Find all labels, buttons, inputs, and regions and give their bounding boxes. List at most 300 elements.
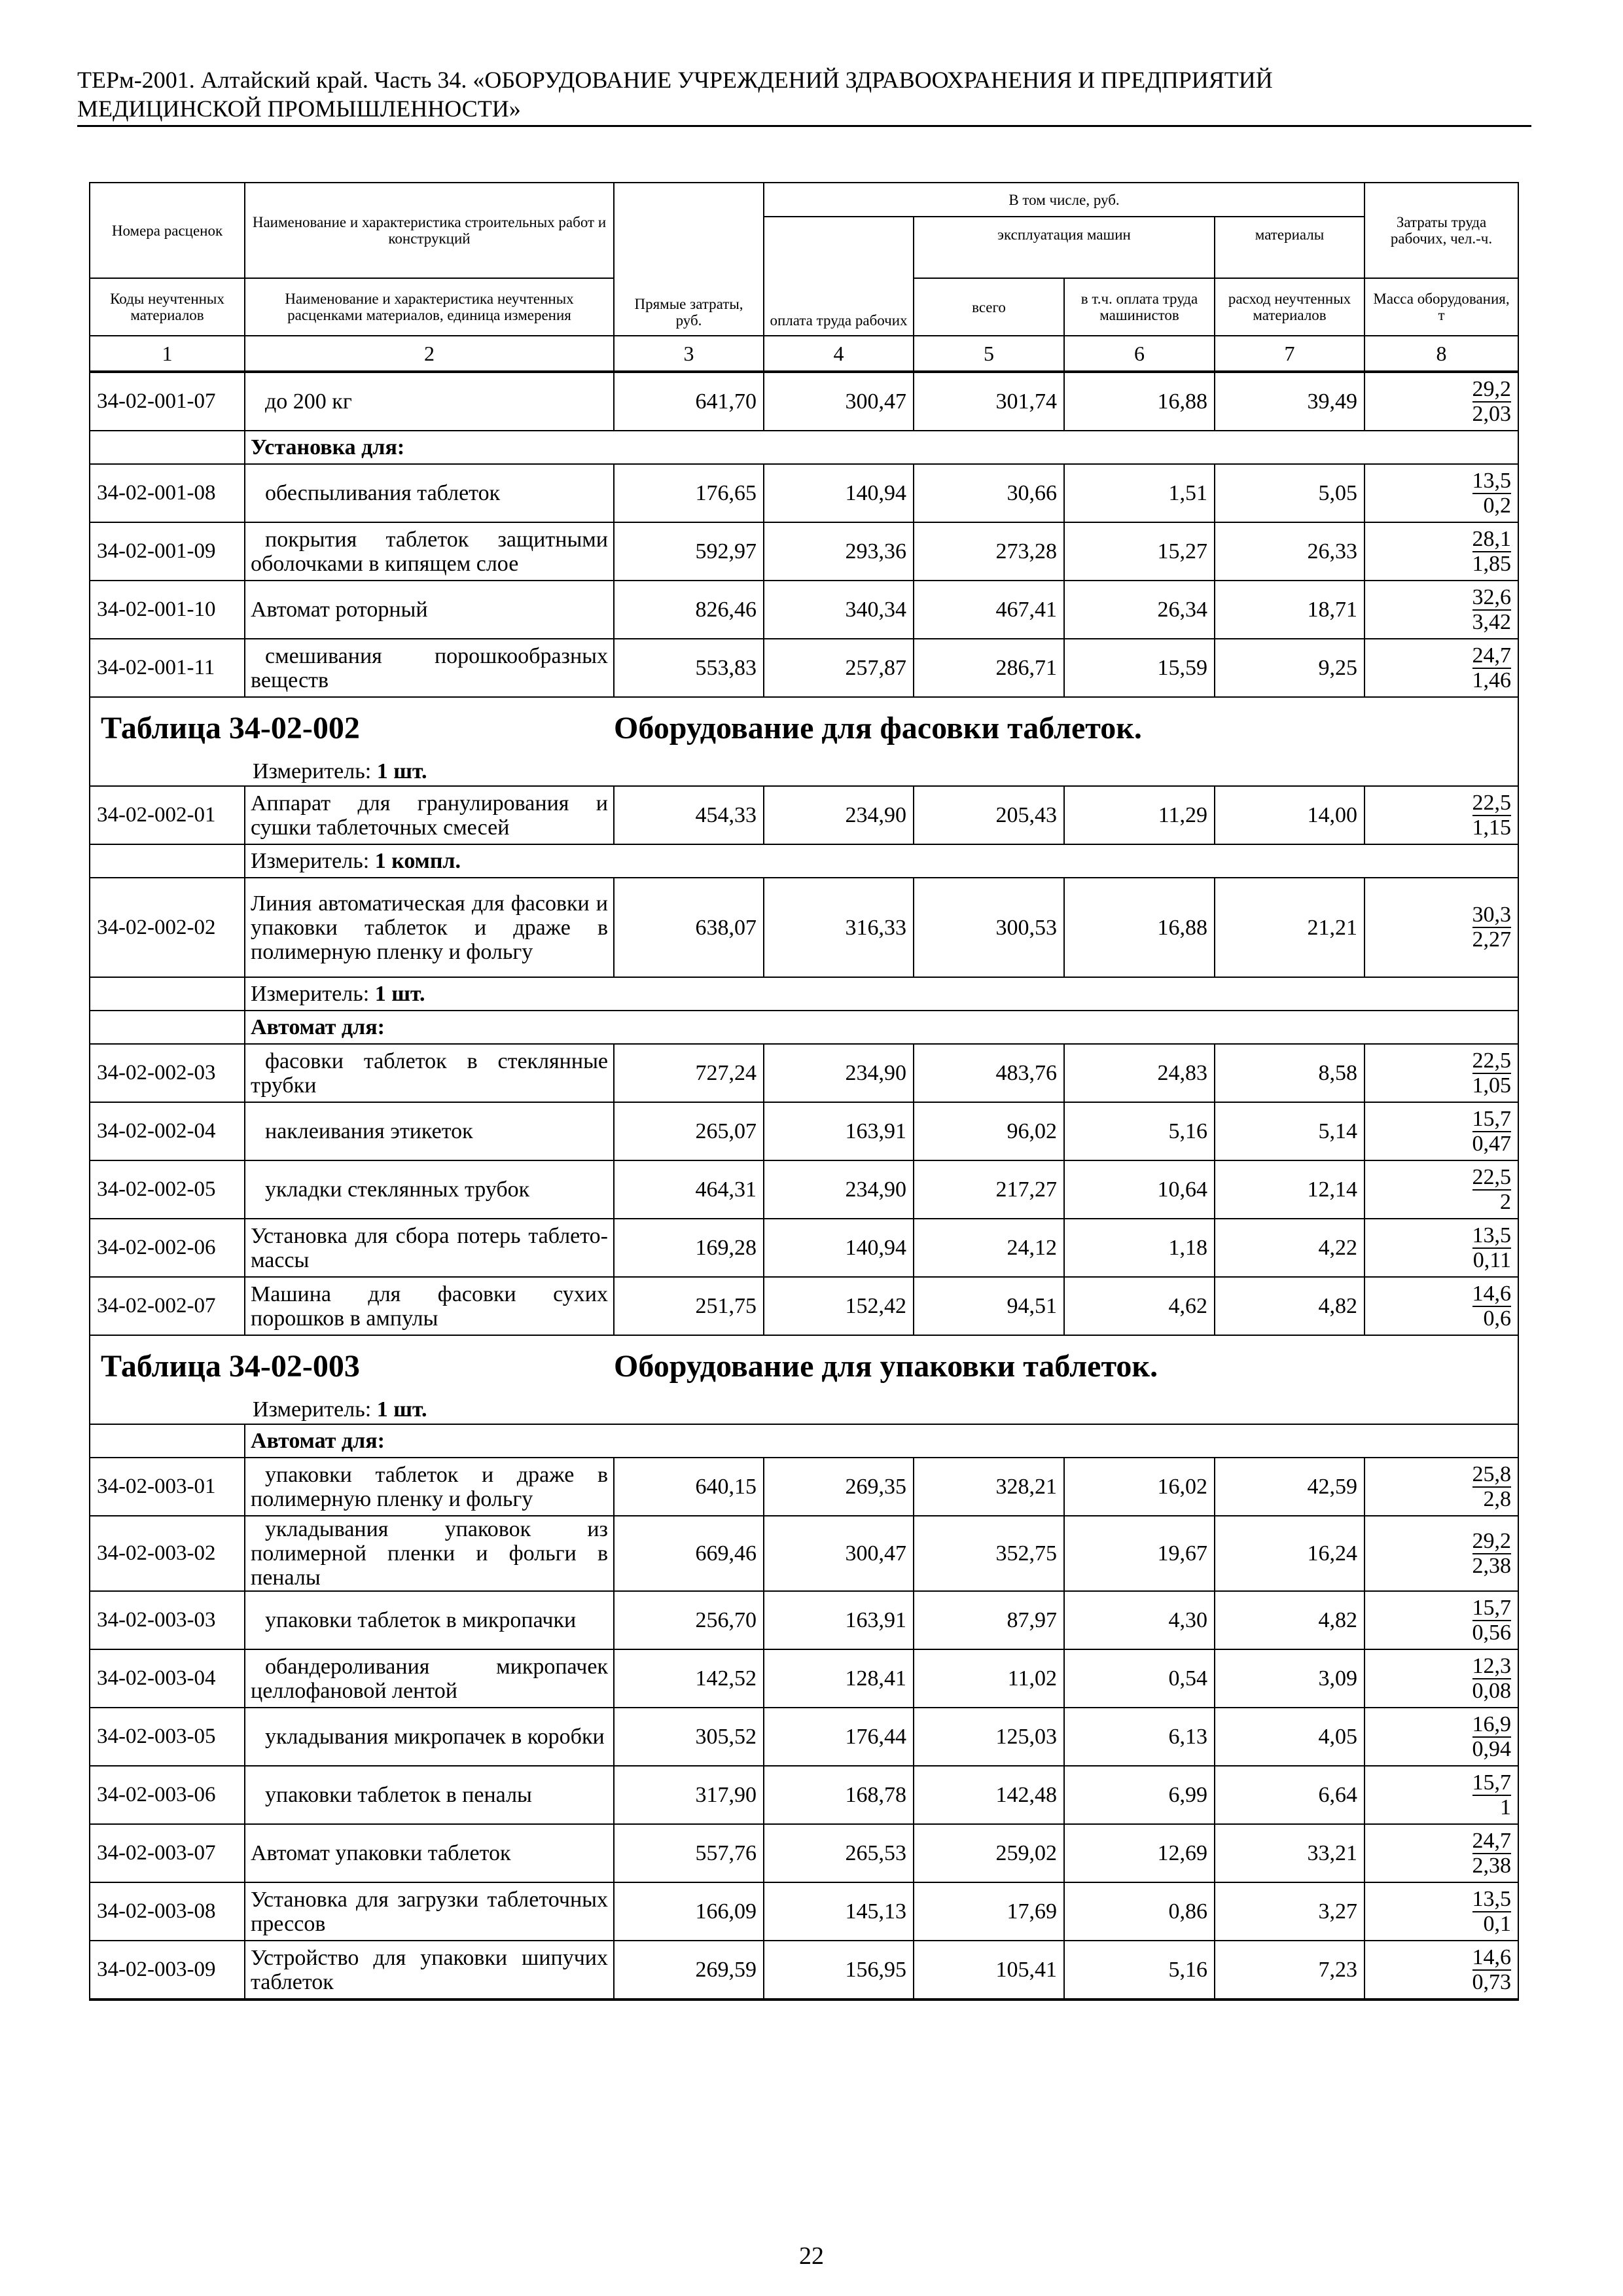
labor-pay: 140,94 xyxy=(764,1219,914,1277)
col-number: 3 xyxy=(614,336,764,372)
equipment-mass: 0,47 xyxy=(1472,1131,1512,1156)
direct-cost: 166,09 xyxy=(614,1882,764,1941)
labor-mass-fraction xyxy=(1364,1941,1518,2000)
machinist-pay: 1,51 xyxy=(1064,464,1215,522)
labor-mass-fraction xyxy=(1364,1044,1518,1102)
col-number: 6 xyxy=(1064,336,1215,372)
rate-name: укладывания микропачек в коробки xyxy=(245,1708,614,1766)
materials: 39,49 xyxy=(1215,372,1364,431)
table-row xyxy=(90,1277,1518,1335)
labor-mass-fraction xyxy=(1364,878,1518,977)
equipment-mass: 3,42 xyxy=(1472,609,1512,634)
labor-hours: 22,5 xyxy=(1472,1164,1512,1189)
labor-pay: 257,87 xyxy=(764,639,914,697)
rate-name: смешивания порошкообразных веществ xyxy=(245,639,614,697)
blank-cell xyxy=(90,844,245,878)
col-mach-labor: в т.ч. оплата труда машинистов xyxy=(1064,278,1215,336)
col-number: 8 xyxy=(1364,336,1518,372)
col-name-top: Наименование и характеристика строительных работ и конструкций xyxy=(245,183,614,278)
table-row xyxy=(90,1219,1518,1277)
machines-total: 17,69 xyxy=(914,1882,1064,1941)
equipment-mass: 0,08 xyxy=(1472,1678,1512,1703)
header-line-1: ТЕРм-2001. Алтайский край. Часть 34. «ОБОРУДОВАНИЕ УЧРЕЖДЕНИЙ ЗДРАВООХРАНЕНИЯ И ПРЕДПРИЯТИЙ xyxy=(77,67,1273,93)
header-line-2: МЕДИЦИНСКОЙ ПРОМЫШЛЕННОСТИ» xyxy=(77,96,521,122)
equipment-mass: 0,11 xyxy=(1472,1247,1512,1272)
direct-cost: 142,52 xyxy=(614,1649,764,1708)
materials: 4,05 xyxy=(1215,1708,1364,1766)
table-row xyxy=(90,1591,1518,1649)
fraction xyxy=(1472,528,1512,576)
col-number: 7 xyxy=(1215,336,1364,372)
machines-total: 467,41 xyxy=(914,581,1064,639)
direct-cost: 464,31 xyxy=(614,1160,764,1219)
direct-cost: 592,97 xyxy=(614,522,764,581)
rate-code: 34-02-001-10 xyxy=(90,581,245,639)
machinist-pay: 24,83 xyxy=(1064,1044,1215,1102)
materials: 7,23 xyxy=(1215,1941,1364,2000)
machinist-pay: 16,88 xyxy=(1064,372,1215,431)
rate-name: укладывания упаковок из полимерной пленки и фольги в пеналы xyxy=(245,1516,614,1591)
labor-pay: 140,94 xyxy=(764,464,914,522)
rate-name: Установка для сбора потерь таблето-массы xyxy=(245,1219,614,1277)
unit-row-label: Измеритель: 1 компл. xyxy=(245,844,1518,878)
equipment-mass: 2 xyxy=(1500,1189,1512,1214)
labor-pay: 234,90 xyxy=(764,1044,914,1102)
direct-cost: 826,46 xyxy=(614,581,764,639)
materials: 4,22 xyxy=(1215,1219,1364,1277)
materials: 16,24 xyxy=(1215,1516,1364,1591)
labor-mass-fraction xyxy=(1364,581,1518,639)
rate-name: упаковки таблеток и драже в полимерную пленку и фольгу xyxy=(245,1458,614,1516)
direct-cost: 317,90 xyxy=(614,1766,764,1824)
machines-total: 105,41 xyxy=(914,1941,1064,2000)
table-body xyxy=(90,372,1518,2000)
fraction xyxy=(1472,1530,1512,1578)
col-number: 4 xyxy=(764,336,914,372)
rate-name: обандероливания микропачек целлофановой лентой xyxy=(245,1649,614,1708)
labor-pay: 316,33 xyxy=(764,878,914,977)
machines-total: 96,02 xyxy=(914,1102,1064,1160)
rate-code: 34-02-003-02 xyxy=(90,1516,245,1591)
machines-total: 142,48 xyxy=(914,1766,1064,1824)
labor-pay: 265,53 xyxy=(764,1824,914,1882)
table-number: Таблица 34-02-002 xyxy=(101,711,360,745)
labor-hours: 28,1 xyxy=(1472,526,1512,551)
table-row xyxy=(90,464,1518,522)
table-title-cell xyxy=(90,697,1518,786)
machines-total: 352,75 xyxy=(914,1516,1064,1591)
machines-total: 24,12 xyxy=(914,1219,1064,1277)
labor-pay: 145,13 xyxy=(764,1882,914,1941)
table-row xyxy=(90,1766,1518,1824)
machines-total: 87,97 xyxy=(914,1591,1064,1649)
col-mach-total: всего xyxy=(914,278,1064,336)
labor-mass-fraction xyxy=(1364,1160,1518,1219)
machinist-pay: 15,27 xyxy=(1064,522,1215,581)
section-header xyxy=(90,1011,1518,1044)
equipment-mass: 1,85 xyxy=(1472,551,1512,576)
fraction xyxy=(1472,1713,1512,1761)
equipment-mass: 2,03 xyxy=(1472,401,1512,426)
labor-mass-fraction xyxy=(1364,1591,1518,1649)
blank-cell xyxy=(90,431,245,464)
equipment-mass: 1,46 xyxy=(1472,668,1512,692)
table-title-row xyxy=(90,1335,1518,1424)
direct-cost: 305,52 xyxy=(614,1708,764,1766)
machines-total: 301,74 xyxy=(914,372,1064,431)
labor-mass-fraction xyxy=(1364,1219,1518,1277)
labor-hours: 29,2 xyxy=(1472,376,1512,401)
labor-hours: 15,7 xyxy=(1472,1595,1512,1620)
direct-cost: 251,75 xyxy=(614,1277,764,1335)
table-row xyxy=(90,786,1518,844)
labor-pay: 300,47 xyxy=(764,372,914,431)
rates-table xyxy=(89,182,1519,2001)
machines-total: 273,28 xyxy=(914,522,1064,581)
rate-name: укладки стеклянных трубок xyxy=(245,1160,614,1219)
blank-cell xyxy=(90,977,245,1011)
materials: 5,14 xyxy=(1215,1102,1364,1160)
machinist-pay: 15,59 xyxy=(1064,639,1215,697)
col-mat-use: расход неучтенных материалов xyxy=(1215,278,1364,336)
table-row xyxy=(90,372,1518,431)
direct-cost: 454,33 xyxy=(614,786,764,844)
table-title: Оборудование для фасовки таблеток. xyxy=(614,711,1142,745)
labor-hours: 13,5 xyxy=(1472,1223,1512,1247)
materials: 4,82 xyxy=(1215,1277,1364,1335)
table-number: Таблица 34-02-003 xyxy=(101,1349,360,1384)
labor-hours: 12,3 xyxy=(1472,1653,1512,1678)
rate-code: 34-02-003-08 xyxy=(90,1882,245,1941)
materials: 42,59 xyxy=(1215,1458,1364,1516)
table-row xyxy=(90,522,1518,581)
machines-total: 483,76 xyxy=(914,1044,1064,1102)
direct-cost: 727,24 xyxy=(614,1044,764,1102)
column-numbers xyxy=(90,336,1518,372)
materials: 12,14 xyxy=(1215,1160,1364,1219)
table-head xyxy=(90,183,1518,372)
materials: 26,33 xyxy=(1215,522,1364,581)
fraction xyxy=(1472,1829,1512,1878)
fraction xyxy=(1472,644,1512,692)
rate-code: 34-02-003-03 xyxy=(90,1591,245,1649)
table-row xyxy=(90,1044,1518,1102)
rate-code: 34-02-002-01 xyxy=(90,786,245,844)
fraction xyxy=(1472,1946,1512,1994)
machinist-pay: 5,16 xyxy=(1064,1941,1215,2000)
rate-name: наклеивания этикеток xyxy=(245,1102,614,1160)
col-name-bottom: Наименование и характеристика неучтенных расценками материалов, единица измерения xyxy=(245,278,614,336)
machinist-pay: 5,16 xyxy=(1064,1102,1215,1160)
machines-total: 94,51 xyxy=(914,1277,1064,1335)
fraction xyxy=(1472,1463,1512,1511)
equipment-mass: 0,73 xyxy=(1472,1969,1512,1994)
page-header xyxy=(77,65,1531,127)
fraction xyxy=(1472,1888,1512,1936)
table-row xyxy=(90,1824,1518,1882)
rate-name: Машина для фасовки сухих порошков в ампулы xyxy=(245,1277,614,1335)
machinist-pay: 6,13 xyxy=(1064,1708,1215,1766)
labor-hours: 15,7 xyxy=(1472,1770,1512,1795)
machinist-pay: 6,99 xyxy=(1064,1766,1215,1824)
rate-name: упаковки таблеток в микропачки xyxy=(245,1591,614,1649)
labor-pay: 163,91 xyxy=(764,1591,914,1649)
section-header xyxy=(90,431,1518,464)
machinist-pay: 4,62 xyxy=(1064,1277,1215,1335)
machines-total: 286,71 xyxy=(914,639,1064,697)
labor-hours: 15,7 xyxy=(1472,1106,1512,1131)
labor-hours: 22,5 xyxy=(1472,790,1512,815)
machinist-pay: 0,86 xyxy=(1064,1882,1215,1941)
labor-pay: 176,44 xyxy=(764,1708,914,1766)
direct-cost: 640,15 xyxy=(614,1458,764,1516)
direct-cost: 638,07 xyxy=(614,878,764,977)
equipment-mass: 2,27 xyxy=(1472,927,1512,952)
col-code-top: Номера расценок xyxy=(90,183,245,278)
equipment-mass: 2,38 xyxy=(1472,1553,1512,1578)
col-labor-bottom: Масса оборудования, т xyxy=(1364,278,1518,336)
labor-pay: 234,90 xyxy=(764,786,914,844)
labor-pay: 156,95 xyxy=(764,1941,914,2000)
rate-name: Установка для загрузки таблеточных прессов xyxy=(245,1882,614,1941)
rate-code: 34-02-003-01 xyxy=(90,1458,245,1516)
labor-pay: 269,35 xyxy=(764,1458,914,1516)
rate-name: до 200 кг xyxy=(245,372,614,431)
section-header xyxy=(90,1424,1518,1458)
labor-mass-fraction xyxy=(1364,372,1518,431)
col-number: 2 xyxy=(245,336,614,372)
labor-hours: 14,6 xyxy=(1472,1281,1512,1306)
fraction xyxy=(1472,1596,1512,1645)
rate-code: 34-02-003-07 xyxy=(90,1824,245,1882)
materials: 8,58 xyxy=(1215,1044,1364,1102)
table-row xyxy=(90,878,1518,977)
equipment-mass: 0,56 xyxy=(1472,1620,1512,1645)
materials: 3,27 xyxy=(1215,1882,1364,1941)
labor-pay: 152,42 xyxy=(764,1277,914,1335)
rate-name: покрытия таблеток защитными оболочками в кипящем слое xyxy=(245,522,614,581)
machinist-pay: 16,88 xyxy=(1064,878,1215,977)
machines-total: 217,27 xyxy=(914,1160,1064,1219)
rate-name: Аппарат для гранулирования и сушки таблеточных смесей xyxy=(245,786,614,844)
blank-cell xyxy=(90,1011,245,1044)
fraction xyxy=(1472,1107,1512,1156)
labor-pay: 168,78 xyxy=(764,1766,914,1824)
machines-total: 30,66 xyxy=(914,464,1064,522)
labor-pay: 340,34 xyxy=(764,581,914,639)
materials: 18,71 xyxy=(1215,581,1364,639)
machinist-pay: 0,54 xyxy=(1064,1649,1215,1708)
labor-hours: 13,5 xyxy=(1472,1886,1512,1911)
rate-code: 34-02-003-09 xyxy=(90,1941,245,2000)
rate-code: 34-02-002-05 xyxy=(90,1160,245,1219)
table-title-cell xyxy=(90,1335,1518,1424)
direct-cost: 169,28 xyxy=(614,1219,764,1277)
table-row xyxy=(90,1708,1518,1766)
materials: 21,21 xyxy=(1215,878,1364,977)
rate-code: 34-02-002-02 xyxy=(90,878,245,977)
machinist-pay: 26,34 xyxy=(1064,581,1215,639)
rate-code: 34-02-001-09 xyxy=(90,522,245,581)
rate-code: 34-02-001-08 xyxy=(90,464,245,522)
fraction xyxy=(1472,1655,1512,1703)
machines-total: 205,43 xyxy=(914,786,1064,844)
machinist-pay: 16,02 xyxy=(1064,1458,1215,1516)
section-header-label: Автомат для: xyxy=(245,1011,1518,1044)
col-incl: В том числе, руб. xyxy=(764,183,1364,217)
col-labor-pay: оплата труда рабочих xyxy=(764,217,914,336)
labor-pay: 300,47 xyxy=(764,1516,914,1591)
labor-hours: 14,6 xyxy=(1472,1945,1512,1969)
labor-mass-fraction xyxy=(1364,1516,1518,1591)
direct-cost: 669,46 xyxy=(614,1516,764,1591)
fraction xyxy=(1472,378,1512,426)
direct-cost: 176,65 xyxy=(614,464,764,522)
labor-mass-fraction xyxy=(1364,1277,1518,1335)
equipment-mass: 2,8 xyxy=(1483,1486,1512,1511)
unit-label: Измеритель: 1 шт. xyxy=(253,1397,427,1422)
unit-label: Измеритель: 1 шт. xyxy=(253,759,427,783)
col-machines: эксплуатация машин xyxy=(914,217,1215,278)
fraction xyxy=(1472,903,1512,952)
rate-name: упаковки таблеток в пеналы xyxy=(245,1766,614,1824)
equipment-mass: 0,2 xyxy=(1483,493,1512,518)
table-row xyxy=(90,1516,1518,1591)
machines-total: 259,02 xyxy=(914,1824,1064,1882)
fraction xyxy=(1472,586,1512,634)
fraction xyxy=(1472,1282,1512,1331)
rate-code: 34-02-001-07 xyxy=(90,372,245,431)
col-code-bottom: Коды неучтенных материалов xyxy=(90,278,245,336)
labor-mass-fraction xyxy=(1364,464,1518,522)
materials: 5,05 xyxy=(1215,464,1364,522)
blank-cell xyxy=(90,1424,245,1458)
labor-mass-fraction xyxy=(1364,1708,1518,1766)
table-row xyxy=(90,1941,1518,2000)
materials: 4,82 xyxy=(1215,1591,1364,1649)
rate-code: 34-02-002-03 xyxy=(90,1044,245,1102)
labor-hours: 25,8 xyxy=(1472,1462,1512,1486)
fraction xyxy=(1472,1166,1512,1214)
machinist-pay: 12,69 xyxy=(1064,1824,1215,1882)
rate-name: фасовки таблеток в стеклянные трубки xyxy=(245,1044,614,1102)
rate-code: 34-02-003-05 xyxy=(90,1708,245,1766)
machinist-pay: 1,18 xyxy=(1064,1219,1215,1277)
rate-name: Автомат роторный xyxy=(245,581,614,639)
machinist-pay: 4,30 xyxy=(1064,1591,1215,1649)
table-row xyxy=(90,639,1518,697)
machines-total: 300,53 xyxy=(914,878,1064,977)
rate-name: обеспыливания таблеток xyxy=(245,464,614,522)
col-direct: Прямые затраты, руб. xyxy=(614,183,764,336)
table-row xyxy=(90,1458,1518,1516)
labor-mass-fraction xyxy=(1364,1102,1518,1160)
unit-row xyxy=(90,977,1518,1011)
table-title-row xyxy=(90,697,1518,786)
labor-hours: 24,7 xyxy=(1472,1828,1512,1853)
rate-name: Устройство для упаковки шипучих таблеток xyxy=(245,1941,614,2000)
rate-code: 34-02-002-06 xyxy=(90,1219,245,1277)
labor-pay: 163,91 xyxy=(764,1102,914,1160)
section-header-label: Установка для: xyxy=(245,431,1518,464)
equipment-mass: 0,6 xyxy=(1483,1306,1512,1331)
col-number: 5 xyxy=(914,336,1064,372)
col-number: 1 xyxy=(90,336,245,372)
rate-code: 34-02-002-04 xyxy=(90,1102,245,1160)
materials: 9,25 xyxy=(1215,639,1364,697)
labor-hours: 32,6 xyxy=(1472,584,1512,609)
labor-pay: 293,36 xyxy=(764,522,914,581)
table-row xyxy=(90,1160,1518,1219)
labor-hours: 22,5 xyxy=(1472,1048,1512,1073)
labor-hours: 13,5 xyxy=(1472,468,1512,493)
machines-total: 125,03 xyxy=(914,1708,1064,1766)
equipment-mass: 1 xyxy=(1500,1795,1512,1820)
machinist-pay: 10,64 xyxy=(1064,1160,1215,1219)
machines-total: 11,02 xyxy=(914,1649,1064,1708)
labor-mass-fraction xyxy=(1364,1882,1518,1941)
labor-mass-fraction xyxy=(1364,786,1518,844)
direct-cost: 256,70 xyxy=(614,1591,764,1649)
rate-name: Автомат упаковки таблеток xyxy=(245,1824,614,1882)
equipment-mass: 1,05 xyxy=(1472,1073,1512,1098)
labor-hours: 16,9 xyxy=(1472,1712,1512,1736)
labor-hours: 30,3 xyxy=(1472,903,1512,927)
equipment-mass: 1,15 xyxy=(1472,815,1512,840)
labor-mass-fraction xyxy=(1364,1458,1518,1516)
machinist-pay: 19,67 xyxy=(1064,1516,1215,1591)
direct-cost: 553,83 xyxy=(614,639,764,697)
unit-row-label: Измеритель: 1 шт. xyxy=(245,977,1518,1011)
labor-mass-fraction xyxy=(1364,1649,1518,1708)
fraction xyxy=(1472,1049,1512,1098)
col-materials: материалы xyxy=(1215,217,1364,278)
labor-pay: 234,90 xyxy=(764,1160,914,1219)
direct-cost: 269,59 xyxy=(614,1941,764,2000)
labor-mass-fraction xyxy=(1364,639,1518,697)
fraction xyxy=(1472,469,1512,518)
direct-cost: 641,70 xyxy=(614,372,764,431)
labor-mass-fraction xyxy=(1364,1766,1518,1824)
materials: 3,09 xyxy=(1215,1649,1364,1708)
table-row xyxy=(90,1102,1518,1160)
section-header-label: Автомат для: xyxy=(245,1424,1518,1458)
rate-code: 34-02-003-06 xyxy=(90,1766,245,1824)
table-row xyxy=(90,581,1518,639)
table-row xyxy=(90,1882,1518,1941)
machinist-pay: 11,29 xyxy=(1064,786,1215,844)
rate-code: 34-02-002-07 xyxy=(90,1277,245,1335)
col-labor-top: Затраты труда рабочих, чел.-ч. xyxy=(1364,183,1518,278)
labor-hours: 24,7 xyxy=(1472,643,1512,668)
materials: 33,21 xyxy=(1215,1824,1364,1882)
unit-row xyxy=(90,844,1518,878)
table-row xyxy=(90,1649,1518,1708)
page-number: 22 xyxy=(799,2242,824,2270)
rate-code: 34-02-001-11 xyxy=(90,639,245,697)
direct-cost: 265,07 xyxy=(614,1102,764,1160)
equipment-mass: 0,94 xyxy=(1472,1736,1512,1761)
table-title: Оборудование для упаковки таблеток. xyxy=(614,1349,1158,1384)
labor-hours: 29,2 xyxy=(1472,1528,1512,1553)
materials: 6,64 xyxy=(1215,1766,1364,1824)
labor-mass-fraction xyxy=(1364,1824,1518,1882)
labor-mass-fraction xyxy=(1364,522,1518,581)
fraction xyxy=(1472,1224,1512,1272)
rate-code: 34-02-003-04 xyxy=(90,1649,245,1708)
materials: 14,00 xyxy=(1215,786,1364,844)
equipment-mass: 2,38 xyxy=(1472,1853,1512,1878)
